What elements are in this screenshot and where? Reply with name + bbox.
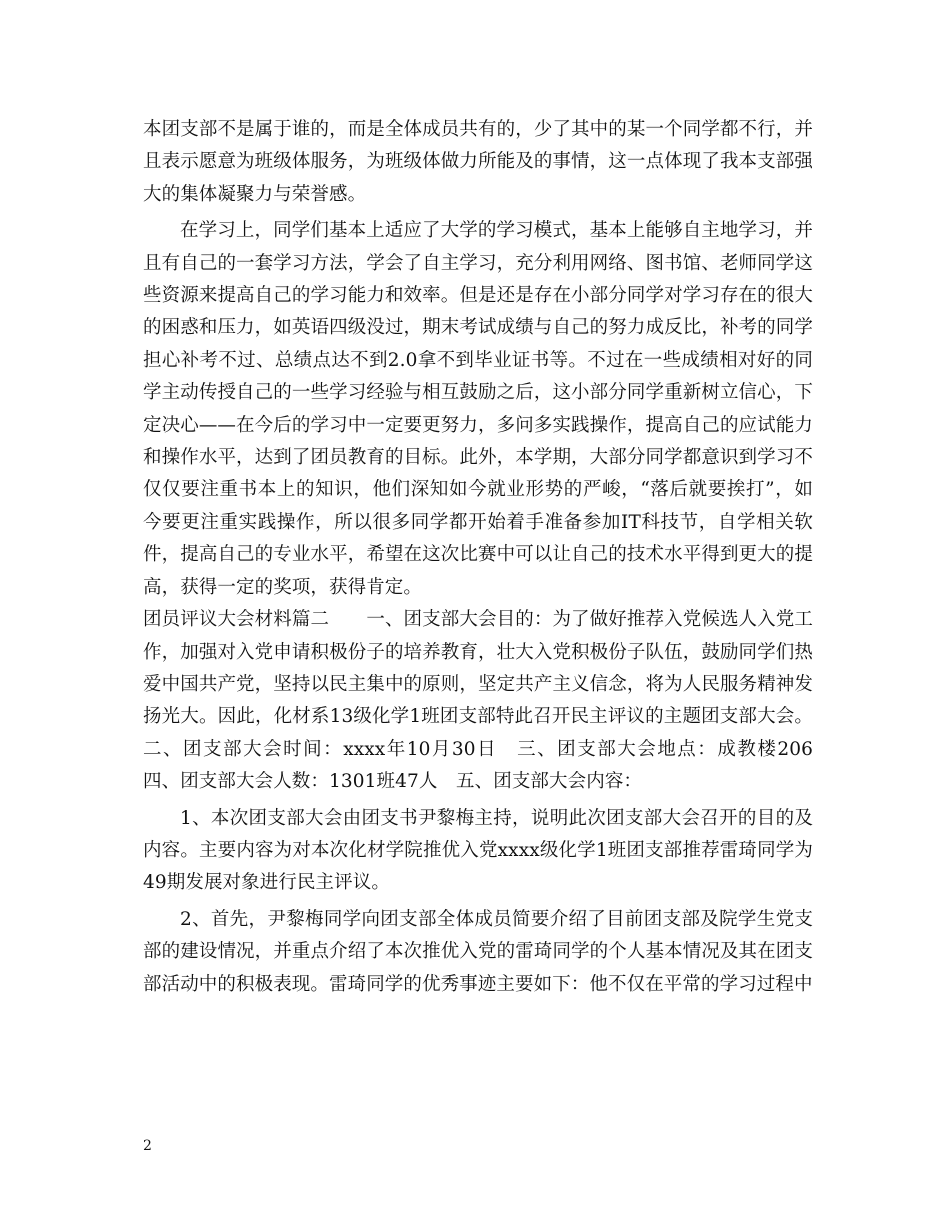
paragraph-item-1: 1、本次团支部大会由团支书尹黎梅主持，说明此次团支部大会召开的目的及内容。主要内容为对本次化材学院推优入党xxxx级化学1班团支部推荐雷琦同学为49期发展对象进行民主评议。 — [143, 807, 813, 894]
body-text — [143, 114, 832, 1001]
paragraph-item-2: 2、首先，尹黎梅同学向团支部全体成员简要介绍了目前团支部及院学生党支部的建设情况，并重点介绍了本次推优入党的雷琦同学的个人基本情况及其在团支部活动中的积极表现。雷琦同学的优秀事迹主要如下：他不仅在平常的学习过程中 — [143, 908, 813, 995]
paragraph-meeting-info: 团员评议大会材料篇二 一、团支部大会目的：为了做好推荐入党候选人入党工作，加强对入党申请积极份子的培养教育，壮大入党积极份子队伍，鼓励同学们热爱中国共产党，坚持以民主集中的原则，坚定共产主义信念，将为人民服务精神发扬光大。因此，化材系13级化学1班团支部特此召开民主评议的主题团支部大会。 二、团支部大会时间：xxxx年10月30日 三、团支部大会地点：成教楼206 四、团支部大会人数：1301班47人 五、团支部大会内容： — [143, 609, 832, 793]
paragraph-collective-spirit: 本团支部不是属于谁的，而是全体成员共有的，少了其中的某一个同学都不行，并且表示愿意为班级体服务，为班级体做力所能及的事情，这一点体现了我本支部强大的集体凝聚力与荣誉感。 — [143, 119, 813, 205]
paragraph-study: 在学习上，同学们基本上适应了大学的学习模式，基本上能够自主地学习，并且有自己的一套学习方法，学会了自主学习，充分利用网络、图书馆、老师同学这些资源来提高自己的学习能力和效率。但是还是存在小部分同学对学习存在的很大的困惑和压力，如英语四级没过，期末考试成绩与自己的努力成反比，补考的同学担心补考不过、总绩点达不到2.0拿不到毕业证书等。不过在一些成绩相对好的同学主动传授自己的一些学习经验与相互鼓励之后，这小部分同学重新树立信心，下定决心——在今后的学习中一定要更努力，多问多实践操作，提高自己的应试能力和操作水平，达到了团员教育的目标。此外，本学期，大部分同学都意识到学习不仅仅要注重书本上的知识，他们深知如今就业形势的严峻，“落后就要挨打”，如今要更注重实践操作，所以很多同学都开始着手准备参加IT科技节，自学相关软件，提高自己的专业水平，希望在这次比赛中可以让自己的技术水平得到更大的提高，获得一定的奖项，获得肯定。 — [143, 220, 813, 598]
page-number: 2 — [143, 1138, 152, 1154]
